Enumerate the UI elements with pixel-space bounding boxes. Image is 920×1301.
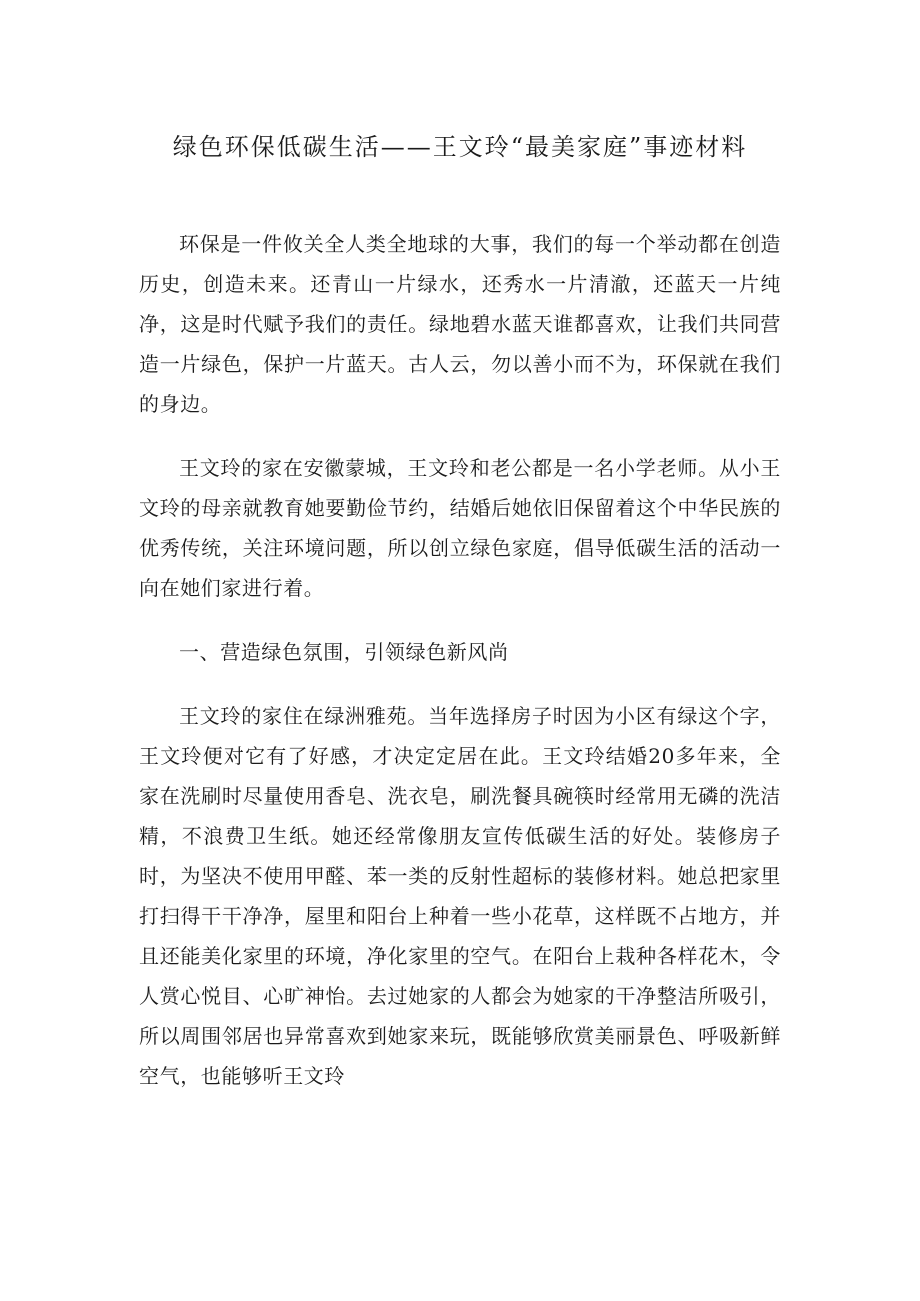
paragraph-green-home: 王文玲的家住在绿洲雅苑。当年选择房子时因为小区有绿这个字，王文玲便对它有了好感，才决定定居在此。王文玲结婚20多年来，全家在洗刷时尽量使用香皂、洗衣皂，刷洗餐具碗筷时经常用无磷的洗洁精，不浪费卫生纸。她还经常像朋友宣传低碳生活的好处。装修房子时，为坚决不使用甲醛、苯一类的反射性超标的装修材料。她总把家里打扫得干干净净，屋里和阳台上种着一些小花草，这样既不占地方，并且还能美化家里的环境，净化家里的空气。在阳台上栽种各样花木，令人赏心悦目、心旷神怡。去过她家的人都会为她家的干净整洁所吸引，所以周围邻居也异常喜欢到她家来玩，既能够欣赏美丽景色、呼吸新鲜空气，也能够听王文玲: [139, 704, 781, 1088]
document-title: 绿色环保低碳生活——王文玲“最美家庭”事迹材料: [172, 133, 748, 161]
document-body: [139, 224, 781, 1096]
section-heading: 一、营造绿色氛围，引领绿色新风尚: [179, 640, 509, 664]
paragraph-intro: 环保是一件攸关全人类全地球的大事，我们的每一个举动都在创造历史，创造未来。还青山一片绿水，还秀水一片清澈，还蓝天一片纯净，这是时代赋予我们的责任。绿地碧水蓝天谁都喜欢，让我们共同营造一片绿色，保护一片蓝天。古人云，勿以善小而不为，环保就在我们的身边。: [139, 232, 781, 416]
paragraph-family: 王文玲的家在安徽蒙城，王文玲和老公都是一名小学老师。从小王文玲的母亲就教育她要勤俭节约，结婚后她依旧保留着这个中华民族的优秀传统，关注环境问题，所以创立绿色家庭，倡导低碳生活的活动一向在她们家进行着。: [139, 456, 781, 600]
